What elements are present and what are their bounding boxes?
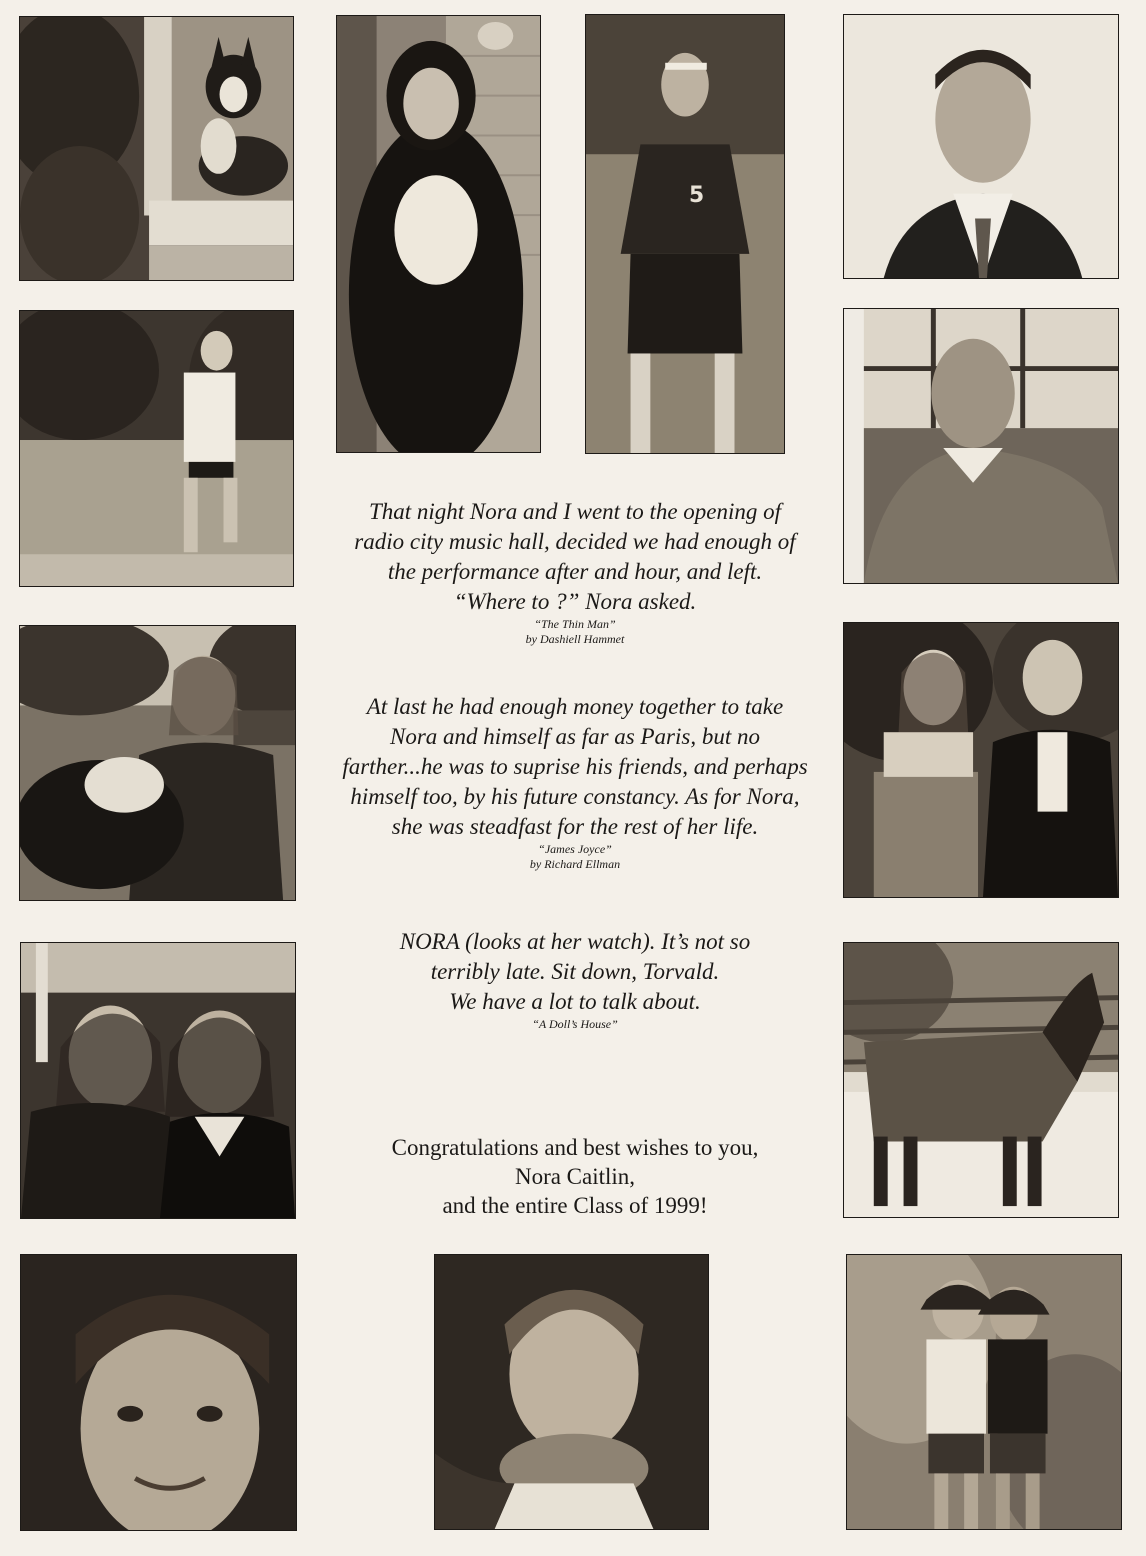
quote-line: Nora and himself as far as Paris, but no — [390, 724, 760, 749]
quote-citation-title: “The Thin Man” — [534, 617, 616, 631]
photo-soccer-player — [585, 14, 785, 454]
congratulations-line: Nora Caitlin, — [514, 1164, 636, 1189]
quote-line: farther...he was to suprise his friends, and perhaps — [342, 754, 808, 779]
quote-line: We have a lot to talk about. — [449, 989, 701, 1014]
congratulations-message — [315, 1133, 835, 1220]
quote-line: himself too, by his future constancy. As for Nora, — [350, 784, 800, 809]
photo-girl-with-cow — [19, 625, 296, 901]
congratulations-line: Congratulations and best wishes to you, — [391, 1135, 759, 1160]
photo-older-man-by-window — [843, 308, 1119, 584]
photo-young-man-in-suit — [843, 14, 1119, 279]
quote-citation-title: “A Doll’s House” — [532, 1017, 618, 1031]
photo-runner-on-road — [19, 310, 294, 587]
jersey-number: 5 — [688, 183, 705, 209]
photo-two-friends-smiling — [20, 942, 296, 1219]
quote-line: she was steadfast for the rest of her life. — [391, 814, 759, 839]
quote-line: terribly late. Sit down, Torvald. — [430, 959, 720, 984]
quote-line: At last he had enough money together to take — [366, 694, 784, 719]
congratulations-line: and the entire Class of 1999! — [442, 1193, 708, 1218]
quote-a-dolls-house — [315, 927, 835, 1032]
quote-citation-author: by Dashiell Hammet — [525, 632, 625, 646]
photo-child-skier — [434, 1254, 709, 1530]
quote-line: NORA (looks at her watch). It’s not so — [399, 929, 751, 954]
photo-child-in-cat-costume — [336, 15, 541, 453]
quote-james-joyce — [315, 692, 835, 872]
quote-citation-title: “James Joyce” — [538, 842, 612, 856]
quote-line: “Where to ?” Nora asked. — [453, 589, 697, 614]
quote-line: That night Nora and I went to the opening of — [368, 499, 782, 524]
photo-horse-in-blanket — [843, 942, 1119, 1218]
photo-prom-couple — [843, 622, 1119, 898]
quote-line: radio city music hall, decided we had enough of — [354, 529, 796, 554]
quote-the-thin-man — [315, 497, 835, 647]
quote-citation-author: by Richard Ellman — [529, 857, 621, 871]
photo-husky-on-porch — [19, 16, 294, 281]
quote-line: the performance after and hour, and left. — [387, 559, 763, 584]
photo-young-girl-portrait — [20, 1254, 297, 1531]
photo-two-women-hikers — [846, 1254, 1122, 1530]
